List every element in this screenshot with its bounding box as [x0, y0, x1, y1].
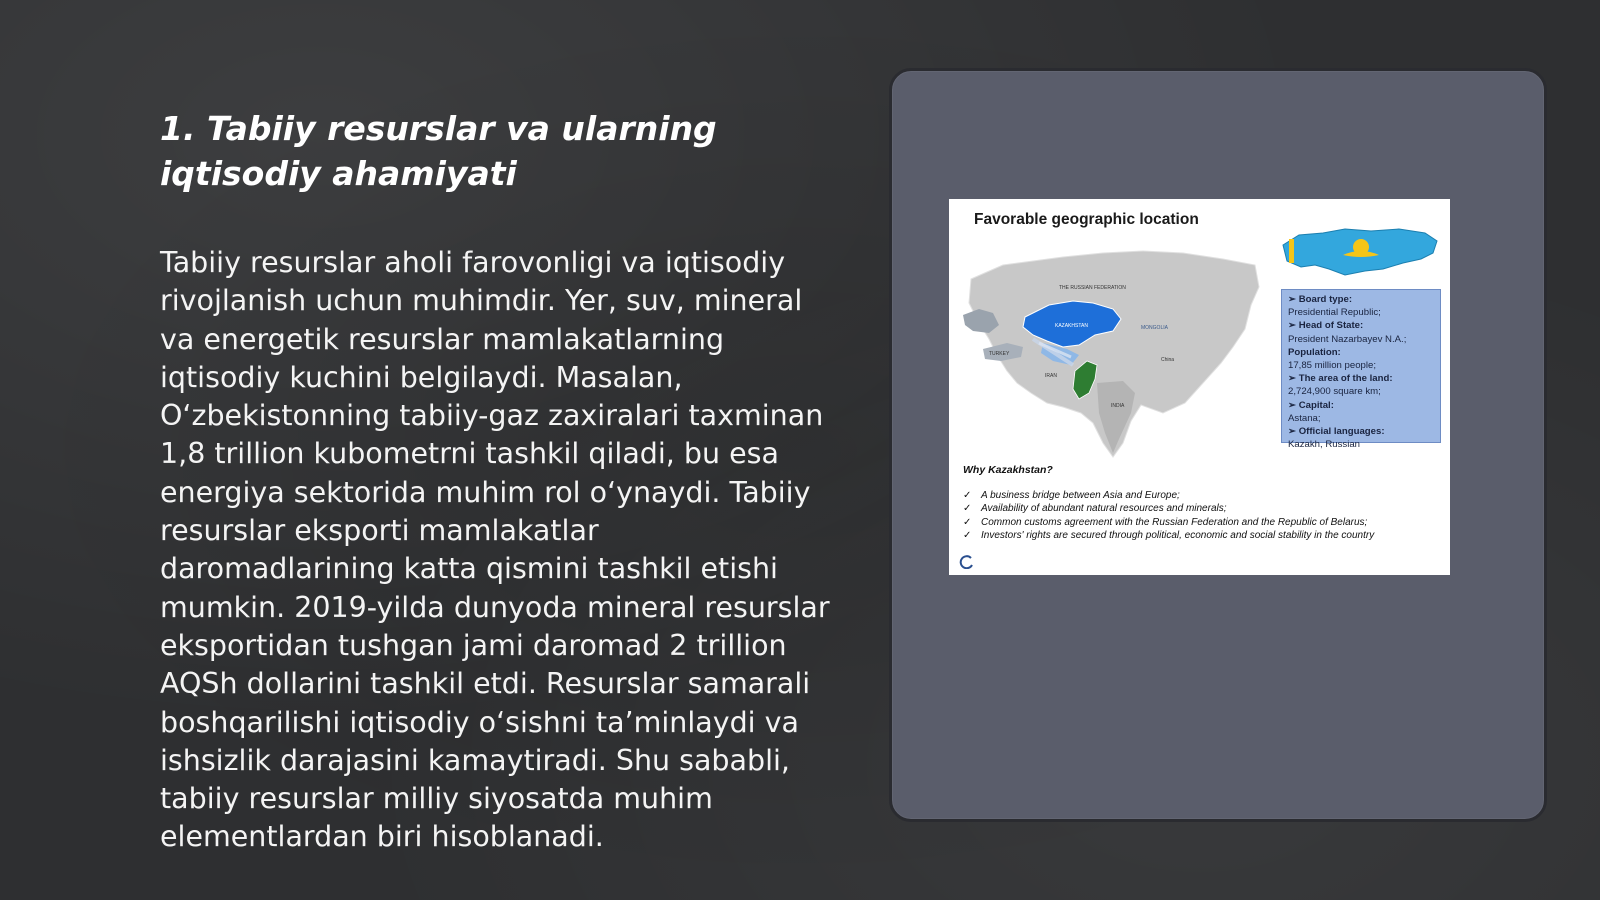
heading-line-2: iqtisodiy ahamiyati: [160, 154, 517, 193]
info-key: Population:: [1288, 346, 1341, 358]
info-key: ➢ Capital:: [1288, 399, 1334, 411]
list-item-text: Investors' rights are secured through political, economic and social stability in the country: [981, 530, 1375, 542]
reasons-list: [963, 489, 1443, 543]
check-icon: ✓: [963, 490, 972, 501]
info-key: ➢ The area of the land:: [1288, 373, 1393, 385]
info-value: Kazakh, Russian: [1288, 439, 1360, 451]
info-value: 17,85 million people;: [1288, 360, 1377, 372]
info-key: ➢ Official languages:: [1288, 426, 1385, 438]
info-value: Astana;: [1288, 412, 1321, 424]
map-label-russia: THE RUSSIAN FEDERATION: [1059, 285, 1126, 291]
list-item-text: Common customs agreement with the Russian Federation and the Republic of Belarus;: [981, 516, 1368, 528]
check-icon: ✓: [963, 503, 972, 515]
slide-heading: [160, 106, 800, 196]
info-key: ➢ Board type:: [1288, 294, 1353, 305]
why-heading: Why Kazakhstan?: [963, 464, 1053, 476]
info-value: 2,724,900 square km;: [1288, 386, 1381, 398]
embedded-slide-image: [949, 199, 1450, 575]
check-icon: ✓: [963, 530, 972, 542]
list-item-text: Availability of abundant natural resources and minerals;: [981, 503, 1227, 515]
map-label-kazakhstan: KAZAKHSTAN: [1055, 323, 1088, 329]
heading-line-1: 1. Tabiiy resurslar va ularning: [160, 109, 717, 148]
map-label-mongolia: MONGOLIA: [1141, 325, 1168, 331]
list-item-text: A business bridge between Asia and Europe;: [981, 490, 1180, 501]
flag-ornament: [1289, 239, 1294, 263]
country-info-box: [1281, 289, 1441, 451]
map-label-china: China: [1161, 357, 1175, 363]
info-key: ➢ Head of State:: [1288, 320, 1364, 332]
check-icon: ✓: [963, 516, 972, 528]
map-label-iran: IRAN: [1045, 373, 1057, 379]
list-item: [963, 529, 1443, 542]
info-value: President Nazarbayev N.A.;: [1288, 333, 1407, 345]
list-item: [963, 516, 1443, 529]
embedded-slide-title: Favorable geographic location: [974, 211, 1199, 228]
list-item: [963, 502, 1443, 515]
eurasia-map: [963, 243, 1263, 463]
info-value: Presidential Republic;: [1288, 307, 1381, 319]
map-label-turkey: TURKEY: [989, 351, 1010, 357]
company-logo-icon: [957, 555, 975, 569]
body-paragraph: Tabiiy resurslar aholi farovonligi va iqtisodiy rivojlanish uchun muhimdir. Yer, suv, mineral va energetik resurslar mamlakatlarning iqtisodiy kuchini belgilaydi. Masalan, O‘zbekistonning tabiiy-gaz zaxiralari taxminan 1,8 trillion kubometrni tashkil qiladi, bu esa energiya sektorida muhim rol o‘ynaydi. Tabiiy resurslar eksporti mamlakatlar daromadlarining katta qismini tashkil etishi mumkin. 2019-yilda dunyoda mineral resurslar eksportidan tushgan jami daromad 2 trillion AQSh dollarini tashkil etdi. Resurslar samarali boshqarilishi iqtisodiy o‘sishni ta’minlaydi va ishsizlik darajasini kamaytiradi. Shu sababli, tabiiy resurslar milliy siyosatda muhim elementlardan biri hisoblanadi.: [160, 246, 830, 854]
map-label-india: INDIA: [1111, 403, 1125, 409]
kazakhstan-flag-map: [1279, 225, 1441, 281]
list-item: [963, 489, 1443, 502]
